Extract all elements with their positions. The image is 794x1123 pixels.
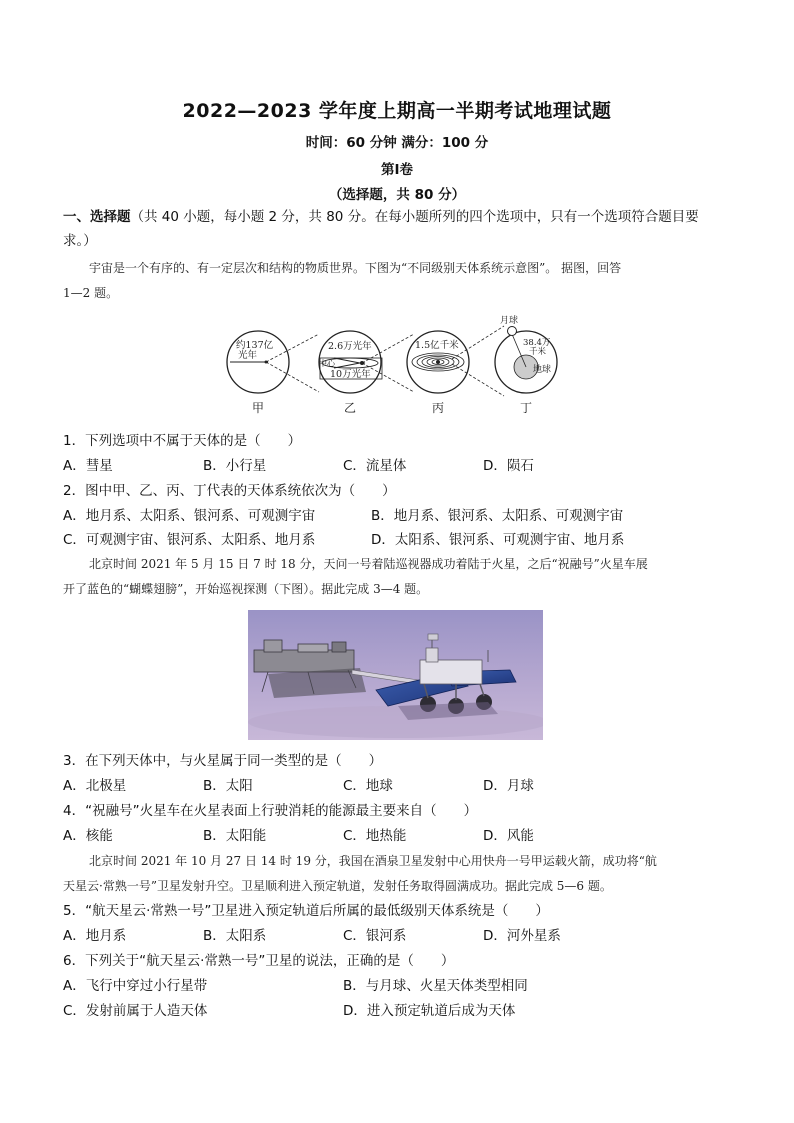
q3-option-a: A．北极星	[63, 778, 127, 794]
material-3-line-1	[63, 850, 735, 872]
q4-stem: 4．“祝融号”火星车在火星表面上行驶消耗的能源最主要来自（ ）	[63, 803, 478, 819]
q6-option-b: B．与月球、火星天体类型相同	[343, 978, 528, 994]
q3-option-d: D．月球	[483, 778, 534, 794]
q6-stem: 6．下列关于“航天星云·常熟一号”卫星的说法，正确的是（ ）	[63, 953, 455, 969]
q2-option-d: D．太阳系、银河系、可观测宇宙、地月系	[371, 532, 625, 548]
material-2-line-1	[63, 553, 735, 575]
q5-option-b: B．太阳系	[203, 928, 267, 944]
q5-option-d: D．河外星系	[483, 928, 561, 944]
material-1-text-1: 宇宙是一个有序的、有一定层次和结构的物质世界。下图为“不同级别天体系统示意图”。 据图，回答	[89, 261, 622, 275]
ding-dist-2: 千米	[529, 347, 547, 357]
q1-option-c: C．流星体	[343, 458, 407, 474]
material-1-line-2: 1—2 题。	[63, 286, 119, 300]
q4-option-d: D．风能	[483, 828, 534, 844]
ding-dist-1: 38.4万	[523, 338, 551, 348]
bing-text: 1.5亿千米	[415, 340, 459, 351]
volume-label: 第Ⅰ卷	[380, 162, 414, 178]
yi-text-3: 10万光年	[330, 369, 371, 380]
q3-option-c: C．地球	[343, 778, 393, 794]
material-2-line-2: 开了蓝色的“蝴蝶翅膀”，开始巡视探测（下图）。据此完成 3—4 题。	[63, 582, 429, 596]
section-instruction-1: （共 40 小题，每小题 2 分，共 80 分。在每小题所列的四个选项中，只有一个选项符合题目要	[130, 209, 699, 225]
q5-option-c: C．银河系	[343, 928, 407, 944]
section-heading: 一、选择题	[63, 209, 131, 225]
exam-title: 2022—2023 学年度上期高一半期考试地理试题	[182, 100, 612, 122]
q2-stem: 2．图中甲、乙、丙、丁代表的天体系统依次为（ ）	[63, 483, 396, 499]
material-1-line-1	[63, 257, 735, 279]
q6-option-c: C．发射前属于人造天体	[63, 1003, 208, 1019]
q1-stem: 1．下列选项中不属于天体的是（ ）	[63, 433, 302, 449]
yi-text-1: 2.6万光年	[328, 341, 372, 352]
jia-text-2: 光年	[238, 350, 258, 361]
section-instruction-2: 求。）	[63, 233, 97, 249]
ding-earth-text: 地球	[533, 365, 552, 375]
q2-option-b: B．地月系、银河系、太阳系、可观测宇宙	[371, 508, 624, 524]
q4-option-b: B．太阳能	[203, 828, 267, 844]
q6-option-d: D．进入预定轨道后成为天体	[343, 1003, 516, 1019]
yi-text-2: 中心	[319, 359, 335, 368]
time-score-line: 时间：60 分钟 满分：100 分	[305, 135, 489, 151]
q2-option-a: A．地月系、太阳系、银河系、可观测宇宙	[63, 508, 316, 524]
q1-option-a: A．彗星	[63, 458, 113, 474]
q6-option-a: A．飞行中穿过小行星带	[63, 978, 208, 994]
jia-label: 甲	[252, 401, 265, 415]
ding-label: 丁	[520, 401, 533, 415]
q3-option-b: B．太阳	[203, 778, 253, 794]
material-3-text-1: 北京时间 2021 年 10 月 27 日 14 时 19 分，我国在酒泉卫星发射中心用快舟一号甲运载火箭，成功将“航	[89, 854, 657, 868]
ding-moon-text: 月球	[500, 316, 519, 326]
ding-moon	[508, 327, 517, 336]
q1-option-d: D．陨石	[483, 458, 534, 474]
celestial-systems-figure	[222, 314, 572, 418]
q3-stem: 3．在下列天体中，与火星属于同一类型的是（ ）	[63, 753, 383, 769]
mars-rover-photo	[248, 610, 543, 740]
q2-option-c: C．可观测宇宙、银河系、太阳系、地月系	[63, 532, 316, 548]
q4-option-a: A．核能	[63, 828, 113, 844]
yi-label: 乙	[344, 401, 357, 415]
jia-text-1: 约137亿	[236, 340, 274, 351]
material-3-line-2: 天星云·常熟一号”卫星发射升空。卫星顺利进入预定轨道，发射任务取得圆满成功。据此完成 5—6 题。	[63, 879, 612, 893]
q5-stem: 5．“航天星云·常熟一号”卫星进入预定轨道后所属的最低级别天体系统是（ ）	[63, 903, 549, 919]
volume-note: （选择题，共 80 分）	[328, 187, 466, 203]
section-instruction	[63, 206, 735, 228]
q5-option-a: A．地月系	[63, 928, 127, 944]
bing-label: 丙	[432, 401, 445, 415]
material-2-text-1: 北京时间 2021 年 5 月 15 日 7 时 18 分，天问一号着陆巡视器成功着陆于火星，之后“祝融号”火星车展	[89, 557, 648, 571]
q4-option-c: C．地热能	[343, 828, 407, 844]
q1-option-b: B．小行星	[203, 458, 267, 474]
